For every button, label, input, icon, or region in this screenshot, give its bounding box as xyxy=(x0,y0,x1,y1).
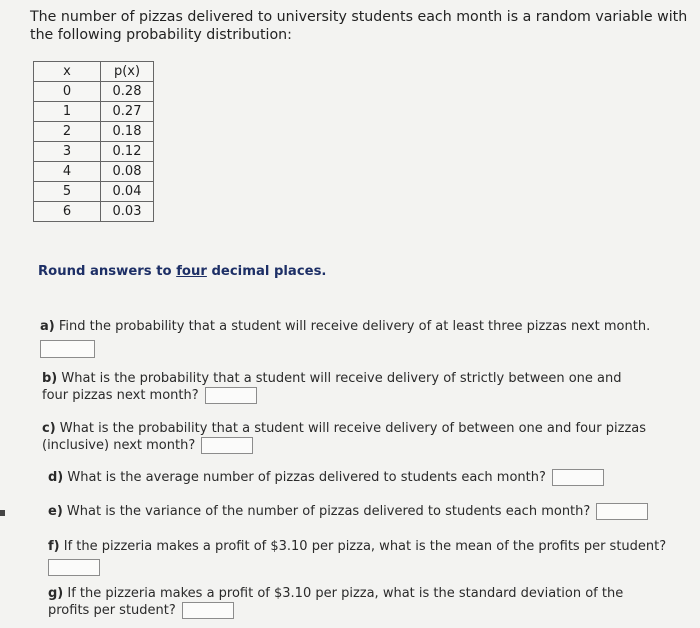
rounding-instruction xyxy=(38,264,326,279)
question-label: c) xyxy=(42,421,56,436)
table-cell-x: 1 xyxy=(34,102,101,122)
question-text: What is the probability that a student will receive delivery of between one and four pizzas (inclusive) next month? xyxy=(42,421,647,453)
table-cell-px: 0.27 xyxy=(101,102,154,122)
question-label: e) xyxy=(48,504,63,519)
table-row xyxy=(34,122,154,142)
answer-input-f[interactable] xyxy=(48,559,100,576)
table-row xyxy=(34,182,154,202)
rounding-emphasis: four xyxy=(176,264,207,279)
question-label: g) xyxy=(48,586,64,601)
table-cell-px: 0.08 xyxy=(101,162,154,182)
answer-input-c[interactable] xyxy=(201,437,253,454)
question-g xyxy=(48,585,668,619)
rounding-prefix: Round answers to xyxy=(38,264,177,279)
table-row xyxy=(34,82,154,102)
answer-input-d[interactable] xyxy=(552,469,604,486)
table-cell-x: 5 xyxy=(34,182,101,202)
problem-intro: The number of pizzas delivered to university students each month is a random variable with the following probability distribution: xyxy=(30,9,688,43)
question-e xyxy=(48,503,698,520)
table-header-px: p(x) xyxy=(101,62,154,82)
question-text: What is the average number of pizzas delivered to students each month? xyxy=(67,470,546,485)
question-text: If the pizzeria makes a profit of $3.10 per pizza, what is the standard deviation of the profits per student? xyxy=(48,586,624,618)
edge-marker xyxy=(0,510,5,516)
answer-input-a[interactable] xyxy=(40,340,95,358)
question-label: f) xyxy=(48,539,60,554)
question-f xyxy=(48,538,698,576)
table-cell-px: 0.04 xyxy=(101,182,154,202)
table-cell-x: 4 xyxy=(34,162,101,182)
table-row xyxy=(34,202,154,222)
table-cell-px: 0.03 xyxy=(101,202,154,222)
question-label: a) xyxy=(40,319,55,334)
table-row xyxy=(34,102,154,122)
question-text: What is the variance of the number of pizzas delivered to students each month? xyxy=(66,504,591,519)
question-text: What is the probability that a student will receive delivery of strictly between one and four pizzas next month? xyxy=(42,371,622,403)
answer-input-g[interactable] xyxy=(182,602,234,619)
table-cell-px: 0.28 xyxy=(101,82,154,102)
question-label: b) xyxy=(42,371,58,386)
answer-input-e[interactable] xyxy=(596,503,648,520)
table-cell-x: 0 xyxy=(34,82,101,102)
table-cell-x: 2 xyxy=(34,122,101,142)
table-row xyxy=(34,162,154,182)
table-header-row xyxy=(34,62,154,82)
question-label: d) xyxy=(48,470,64,485)
question-text: Find the probability that a student will receive delivery of at least three pizzas next month. xyxy=(58,319,651,334)
answer-input-b[interactable] xyxy=(205,387,257,404)
question-a xyxy=(40,318,690,358)
table-cell-x: 6 xyxy=(34,202,101,222)
probability-distribution-table xyxy=(33,61,154,222)
question-b xyxy=(42,370,642,404)
table-header-x: x xyxy=(34,62,101,82)
table-cell-x: 3 xyxy=(34,142,101,162)
table-cell-px: 0.12 xyxy=(101,142,154,162)
rounding-suffix: decimal places. xyxy=(206,264,327,279)
question-d xyxy=(48,469,698,486)
table-cell-px: 0.18 xyxy=(101,122,154,142)
table-row xyxy=(34,142,154,162)
question-text: If the pizzeria makes a profit of $3.10 per pizza, what is the mean of the profits per student? xyxy=(63,539,667,554)
question-c xyxy=(42,420,662,454)
